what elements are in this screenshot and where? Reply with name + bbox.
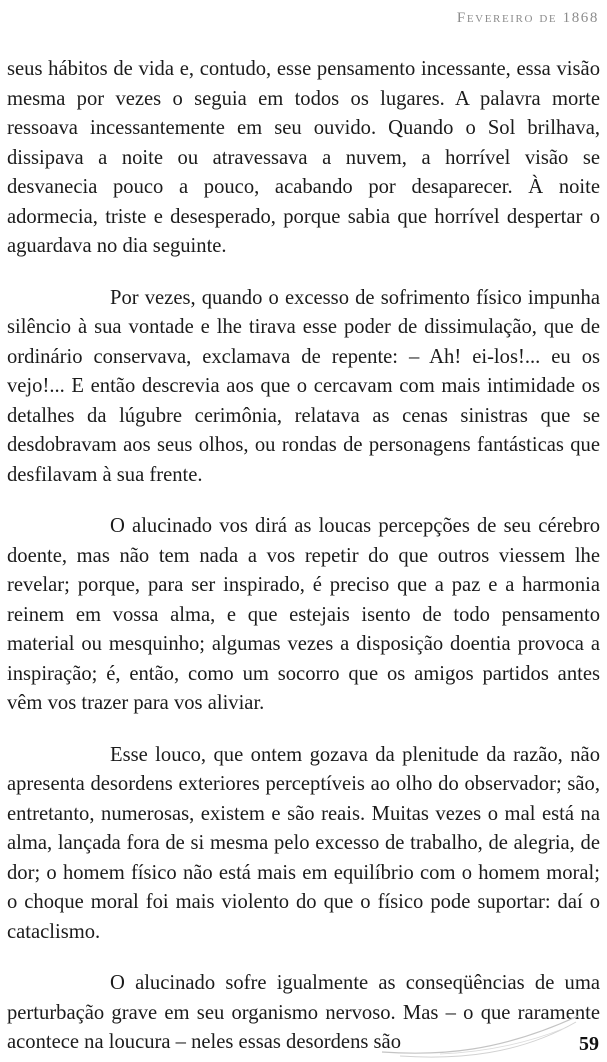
paragraph: Por vezes, quando o excesso de sofrimento físico impunha silêncio à sua vontade e lhe tirava esse poder de dissimulação, que de ordinário conservava, exclamava de repente: – Ah! ei-los!... eu os vejo!... E então descrevia aos que o cercavam com mais intimidade os detalhes da lúgubre cerimônia, relatava as cenas sinistras que se desdobravam aos seus olhos, ou rondas de personagens fantásticas que desfilavam à sua frente. <box>7 286 600 486</box>
folio-swoosh-ornament <box>380 1012 580 1060</box>
paragraph-truncated: O alucinado sofre igualmente as conseqüências de uma perturbação grave em seu organismo nervoso. Mas – o que raramente acontece na loucura – neles essas desordens são <box>7 972 600 1053</box>
paragraph: Esse louco, que ontem gozava da plenitude da razão, não apresenta desordens exteriores perceptíveis ao olho do observador; são, entretanto, numerosas, existem e são reais. Muitas vezes o mal está na alma, lançada fora de si mesma pelo excesso de trabalho, de alegria, de dor; o homem físico não está mais em equilíbrio com o homem moral; o choque moral foi mais violento do que o físico pode suportar: daí o cataclismo. <box>7 743 600 943</box>
page-body <box>7 55 600 1057</box>
running-header: Fevereiro de 1868 <box>456 10 599 26</box>
page-number: 59 <box>579 1033 599 1055</box>
paragraph-continued: seus hábitos de vida e, contudo, esse pensamento incessante, essa visão mesma por vezes o seguia em todos os lugares. A palavra morte ressoava incessantemente em seu ouvido. Quando o Sol brilhava, dissipava a noite ou atravessava a nuvem, a horrível visão se desvanecia pouco a pouco, acabando por desaparecer. À noite adormecia, triste e desesperado, porque sabia que horrível despertar o aguardava no dia seguinte. <box>7 58 600 257</box>
paragraph: O alucinado vos dirá as loucas percepções de seu cérebro doente, mas não tem nada a vos repetir do que outros viessem lhe revelar; porque, para ser inspirado, é preciso que a paz e a harmonia reinem em vossa alma, e que estejais isento de todo pensamento material ou mesquinho; algumas vezes a disposição doentia provoca a inspiração; é, então, como um socorro que os amigos partidos antes vêm vos trazer para vos aliviar. <box>7 515 600 714</box>
